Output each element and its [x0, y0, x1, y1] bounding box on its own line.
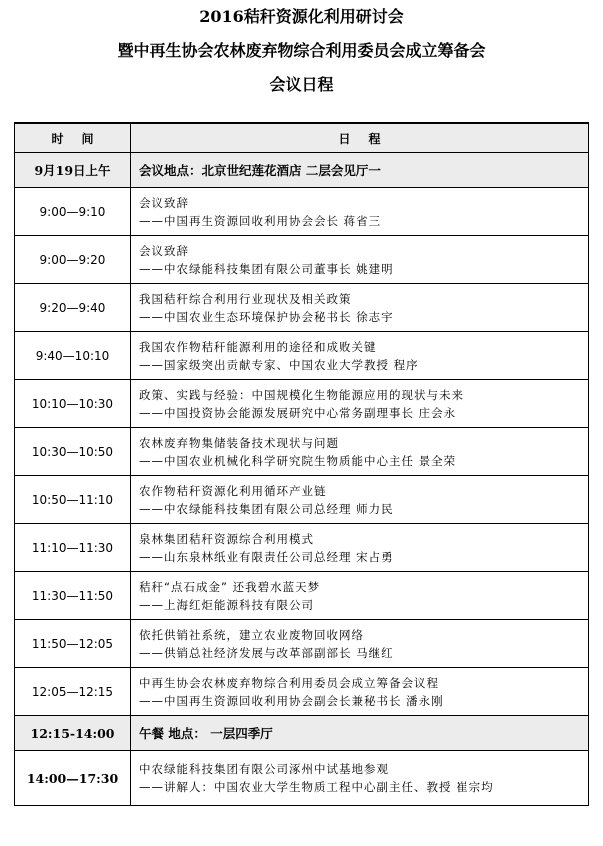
row-content [131, 620, 589, 668]
table-row [15, 476, 589, 524]
row-topic: 我国农作物秸秆能源利用的途径和成败关键 [139, 339, 377, 354]
table-row [15, 380, 589, 428]
row-time: 10:10—10:30 [15, 380, 131, 428]
row-speaker: ——讲解人：中国农业大学生物质工程中心副主任、教授 崔宗均 [139, 780, 494, 794]
talks-list [15, 188, 589, 716]
row-speaker: ——山东泉林纸业有限责任公司总经理 宋占勇 [139, 549, 394, 564]
row-time: 9:40—10:10 [15, 332, 131, 380]
row-time: 9:00—9:20 [15, 236, 131, 284]
table-row [15, 332, 589, 380]
row-topic: 政策、实践与经验：中国规模化生物能源应用的现状与未来 [139, 387, 464, 402]
row-content [131, 572, 589, 620]
row-topic: 中农绿能科技集团有限公司涿州中试基地参观 [139, 762, 389, 776]
section-row-lunch [15, 716, 589, 751]
row-content [131, 668, 589, 716]
table-row [15, 668, 589, 716]
row-time: 11:10—11:30 [15, 524, 131, 572]
row-time: 10:30—10:50 [15, 428, 131, 476]
row-content [131, 476, 589, 524]
schedule-table [14, 122, 589, 806]
row-speaker: ——中国再生资源回收利用协会副会长兼秘书长 潘永刚 [139, 693, 444, 708]
schedule-heading: 会议日程 [269, 75, 334, 94]
row-content [131, 524, 589, 572]
row-speaker: ——中国再生资源回收利用协会会长 蒋省三 [139, 213, 382, 228]
row-topic: 会议致辞 [139, 243, 189, 258]
table-row [15, 620, 589, 668]
table-row [15, 572, 589, 620]
table-row [15, 284, 589, 332]
row-content [131, 332, 589, 380]
row-content [131, 188, 589, 236]
table-row [15, 188, 589, 236]
table-header-row [15, 123, 589, 153]
row-topic: 泉林集团秸秆资源综合利用模式 [139, 531, 314, 546]
page-subtitle: 暨中再生协会农林废弃物综合利用委员会成立筹备会 [117, 41, 486, 60]
row-time: 11:50—12:05 [15, 620, 131, 668]
section-time: 9月19日上午 [15, 153, 131, 188]
row-time: 11:30—11:50 [15, 572, 131, 620]
row-speaker: ——中农绿能科技集团有限公司总经理 师力民 [139, 501, 394, 516]
row-time: 9:00—9:10 [15, 188, 131, 236]
table-row [15, 236, 589, 284]
row-content [131, 380, 589, 428]
table-row [15, 524, 589, 572]
row-time: 10:50—11:10 [15, 476, 131, 524]
row-topic: 农林废弃物集储装备技术现状与问题 [139, 435, 339, 450]
title-block [0, 0, 603, 102]
row-time: 9:20—9:40 [15, 284, 131, 332]
table-row [15, 428, 589, 476]
row-speaker: ——中国农业机械化科学研究院生物质能中心主任 景全荣 [139, 453, 457, 468]
page-title: 2016秸秆资源化利用研讨会 [199, 7, 404, 26]
row-topic: 会议致辞 [139, 195, 189, 210]
row-speaker: ——中农绿能科技集团有限公司董事长 姚建明 [139, 261, 394, 276]
row-content [131, 751, 589, 806]
row-topic: 秸秆“点石成金” 还我碧水蓝天梦 [139, 579, 321, 594]
table-row-visit [15, 751, 589, 806]
row-topic: 中再生协会农林废弃物综合利用委员会成立筹备会议程 [139, 675, 439, 690]
row-content [131, 236, 589, 284]
section-venue: 会议地点：北京世纪莲花酒店 二层会见厅一 [131, 153, 589, 188]
row-time: 14:00—17:30 [15, 751, 131, 806]
row-speaker: ——中国投资协会能源发展研究中心常务副理事长 庄会永 [139, 405, 457, 420]
row-speaker: ——国家级突出贡献专家、中国农业大学教授 程序 [139, 357, 419, 372]
section-venue: 午餐 地点： 一层四季厅 [131, 716, 589, 751]
row-time: 12:05—12:15 [15, 668, 131, 716]
section-row-morning [15, 153, 589, 188]
row-speaker: ——供销总社经济发展与改革部副部长 马继红 [139, 645, 394, 660]
header-time: 时间 [15, 123, 131, 153]
section-time: 12:15-14:00 [15, 716, 131, 751]
row-speaker: ——中国农业生态环境保护协会秘书长 徐志宇 [139, 309, 394, 324]
row-content [131, 428, 589, 476]
header-schedule: 日程 [131, 123, 589, 153]
row-topic: 依托供销社系统，建立农业废物回收网络 [139, 627, 364, 642]
row-topic: 我国秸秆综合利用行业现状及相关政策 [139, 291, 352, 306]
row-speaker: ——上海红炬能源科技有限公司 [139, 597, 314, 612]
row-topic: 农作物秸秆资源化利用循环产业链 [139, 483, 327, 498]
row-content [131, 284, 589, 332]
